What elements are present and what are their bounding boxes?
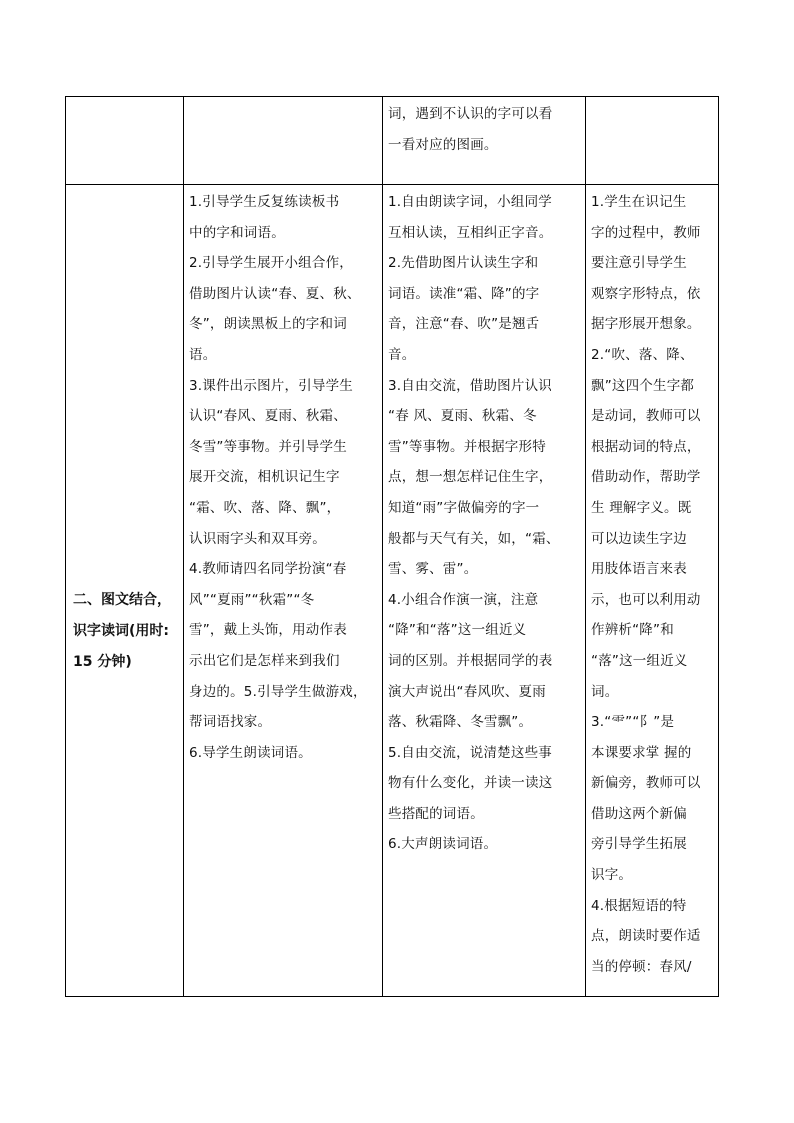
text-line: 音。 xyxy=(388,346,416,363)
text-line: 互相认读，互相纠正字音。 xyxy=(388,224,553,241)
text-line: 1.自由朗读字词，小组同学 xyxy=(388,194,552,210)
text-line: 可以边读生字边 xyxy=(591,530,687,547)
text-line: 词，遇到不认识的字可以看 xyxy=(388,106,553,122)
text-line: 词。 xyxy=(591,683,619,700)
text-line: 音，注意“春、吹”是翘舌 xyxy=(388,316,540,333)
stage-title: 识字读词(用时: xyxy=(73,623,169,639)
text-line: 帮词语找家。 xyxy=(189,714,272,731)
stage-duration: 15 分钟) xyxy=(73,654,132,670)
text-line: 是动词，教师可以 xyxy=(591,408,701,425)
text-line: 生 理解字义。既 xyxy=(591,499,692,516)
text-line: 字的过程中，教师 xyxy=(591,224,701,241)
text-line: 点，朗读时要作适 xyxy=(591,928,701,945)
text-line: 演大声说出“春风吹、夏雨 xyxy=(388,683,546,700)
text-line: 6.大声朗读词语。 xyxy=(388,836,498,853)
text-line: 些搭配的词语。 xyxy=(388,805,484,822)
text-line: “落”这一组近义 xyxy=(591,652,688,669)
text-line: 用肢体语言来表 xyxy=(591,561,687,578)
text-line: 雪”等事物。并根据字形特 xyxy=(388,438,546,455)
text-line: 1.引导学生反复练读板书 xyxy=(189,194,340,210)
teacher-activity-cell xyxy=(189,187,381,768)
text-line: “春 风、夏雨、秋霜、冬 xyxy=(388,408,537,425)
text-line: 3.自由交流，借助图片认识 xyxy=(388,377,552,394)
text-line: 语。 xyxy=(189,346,217,363)
text-line: 般都与天气有关，如，“霜、 xyxy=(388,530,560,547)
row-divider xyxy=(66,184,718,185)
text-line: 3.“⻗”“阝”是 xyxy=(591,714,675,731)
text-line: 5.自由交流，说清楚这些事 xyxy=(388,744,552,761)
text-line: 借助动作，帮助学 xyxy=(591,469,701,486)
text-line: 雪、雾、雷”。 xyxy=(388,561,478,578)
text-line: 雪”，戴上头饰，用动作表 xyxy=(189,622,347,639)
text-line: 词语。读准“霜、降”的字 xyxy=(388,285,540,302)
column-divider xyxy=(382,97,383,996)
text-line: 一看对应的图画。 xyxy=(388,136,498,153)
text-line: 当的停顿：春风/ xyxy=(591,958,692,975)
text-line: 1.学生在识记生 xyxy=(591,194,687,210)
text-line: “降”和“落”这一组近义 xyxy=(388,622,527,639)
text-line: 作辨析“降”和 xyxy=(591,622,674,639)
text-line: 新偏旁，教师可以 xyxy=(591,775,701,792)
text-line: 物有什么变化，并读一读这 xyxy=(388,775,553,792)
text-line: 观察字形特点，依 xyxy=(591,285,701,302)
text-line: 2.先借助图片认读生字和 xyxy=(388,255,539,272)
text-line: 4.小组合作演一演，注意 xyxy=(388,591,539,608)
text-line: 4.根据短语的特 xyxy=(591,897,687,914)
text-line: 示，也可以利用动 xyxy=(591,591,701,608)
text-line: 身边的。5.引导学生做游戏， xyxy=(189,683,367,700)
stage-label-cell xyxy=(66,585,183,678)
text-line: 冬”，朗读黑板上的字和词 xyxy=(189,316,347,333)
text-line: 认识雨字头和双耳旁。 xyxy=(189,530,326,547)
text-line: 识字。 xyxy=(591,867,633,884)
text-line: 2.“吹、落、降、 xyxy=(591,346,694,363)
text-line: 认识“春风、夏雨、秋霜、 xyxy=(189,408,347,425)
column-divider xyxy=(585,97,586,996)
text-line: 6.导学生朗读词语。 xyxy=(189,744,312,761)
text-line: “霜、吹、落、降、飘”， xyxy=(189,499,341,516)
stage-title: 二、图文结合， xyxy=(73,592,171,608)
text-line: 点，想一想怎样记住生字， xyxy=(388,469,553,486)
student-activity-cell xyxy=(388,187,582,860)
text-line: 4.教师请四名同学扮演“春 xyxy=(189,561,347,578)
text-line: 落、秋霜降、冬雪飘”。 xyxy=(388,714,533,731)
text-line: 风”“夏雨”“秋霜”“冬 xyxy=(189,591,315,608)
text-line: 知道“雨”字做偏旁的字一 xyxy=(388,499,540,516)
design-intent-cell xyxy=(591,187,719,982)
text-line: 示出它们是怎样来到我们 xyxy=(189,652,340,669)
text-line: 旁引导学生拓展 xyxy=(591,836,687,853)
text-line: 2.引导学生展开小组合作， xyxy=(189,255,353,272)
text-line: 本课要求掌 握的 xyxy=(591,744,692,761)
row1-student-activity-cell xyxy=(388,99,582,160)
text-line: 冬雪”等事物。并引导学生 xyxy=(189,438,347,455)
text-line: 借助这两个新偏 xyxy=(591,805,687,822)
text-line: 中的字和词语。 xyxy=(189,224,285,241)
lesson-plan-table xyxy=(65,96,719,997)
text-line: 根据动词的特点， xyxy=(591,438,701,455)
column-divider xyxy=(183,97,184,996)
text-line: 展开交流，相机识记生字 xyxy=(189,469,340,486)
text-line: 据字形展开想象。 xyxy=(591,316,701,333)
text-line: 要注意引导学生 xyxy=(591,255,687,272)
text-line: 借助图片认读“春、夏、秋、 xyxy=(189,285,361,302)
text-line: 词的区别。并根据同学的表 xyxy=(388,652,553,669)
text-line: 3.课件出示图片，引导学生 xyxy=(189,377,353,394)
text-line: 飘”这四个生字都 xyxy=(591,377,695,394)
